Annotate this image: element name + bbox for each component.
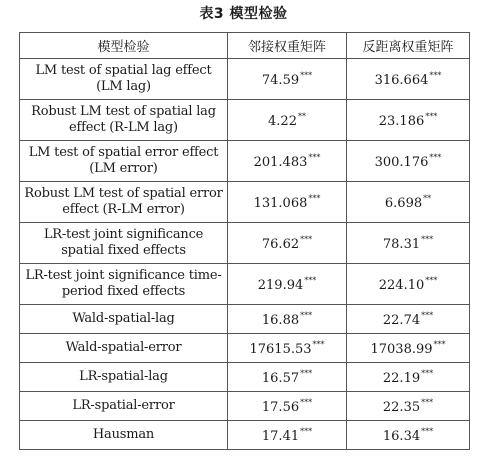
significance-mark: *** bbox=[421, 368, 434, 378]
table-row bbox=[20, 182, 470, 223]
inverse-distance-value: 23.186*** bbox=[347, 100, 470, 141]
inverse-distance-value: 22.19*** bbox=[347, 363, 470, 392]
table-row bbox=[20, 334, 470, 363]
significance-mark: *** bbox=[300, 234, 313, 244]
test-name: LM test of spatial error effect (LM error) bbox=[20, 141, 228, 182]
table-row bbox=[20, 363, 470, 392]
significance-mark: *** bbox=[433, 339, 446, 349]
significance-mark: ** bbox=[297, 111, 306, 121]
inverse-distance-value: 22.35*** bbox=[347, 392, 470, 421]
table-row bbox=[20, 421, 470, 450]
table-title: 表3 模型检验 bbox=[199, 6, 288, 22]
adjacency-value: 201.483*** bbox=[228, 141, 347, 182]
inverse-distance-value: 17038.99*** bbox=[347, 334, 470, 363]
significance-mark: *** bbox=[421, 397, 434, 407]
table-row bbox=[20, 264, 470, 305]
test-name: Robust LM test of spatial lag effect (R-LM lag) bbox=[20, 100, 228, 141]
significance-mark: *** bbox=[308, 152, 321, 162]
adjacency-value: 131.068*** bbox=[228, 182, 347, 223]
adjacency-value: 17.56*** bbox=[228, 392, 347, 421]
significance-mark: *** bbox=[421, 426, 434, 436]
adjacency-value: 219.94*** bbox=[228, 264, 347, 305]
header-inverse-distance-matrix: 反距离权重矩阵 bbox=[347, 33, 470, 59]
adjacency-value: 4.22** bbox=[228, 100, 347, 141]
test-name: LR-spatial-error bbox=[20, 392, 228, 421]
significance-mark: *** bbox=[421, 234, 434, 244]
test-name: LM test of spatial lag effect (LM lag) bbox=[20, 59, 228, 100]
test-name: LR-spatial-lag bbox=[20, 363, 228, 392]
table-row bbox=[20, 59, 470, 100]
adjacency-value: 17.41*** bbox=[228, 421, 347, 450]
test-name: Robust LM test of spatial error effect (R-LM error) bbox=[20, 182, 228, 223]
table-row bbox=[20, 100, 470, 141]
significance-mark: ** bbox=[423, 193, 432, 203]
inverse-distance-value: 22.74*** bbox=[347, 305, 470, 334]
significance-mark: *** bbox=[425, 275, 438, 285]
test-name: LR-test joint significance spatial fixed effects bbox=[20, 223, 228, 264]
significance-mark: *** bbox=[308, 193, 321, 203]
inverse-distance-value: 6.698** bbox=[347, 182, 470, 223]
table-row bbox=[20, 141, 470, 182]
table-row bbox=[20, 223, 470, 264]
inverse-distance-value: 224.10*** bbox=[347, 264, 470, 305]
significance-mark: *** bbox=[425, 111, 438, 121]
significance-mark: *** bbox=[304, 275, 317, 285]
table-row bbox=[20, 305, 470, 334]
adjacency-value: 17615.53*** bbox=[228, 334, 347, 363]
significance-mark: *** bbox=[429, 70, 442, 80]
test-name: Wald-spatial-lag bbox=[20, 305, 228, 334]
header-test: 模型检验 bbox=[20, 33, 228, 59]
header-row bbox=[20, 33, 470, 59]
adjacency-value: 16.57*** bbox=[228, 363, 347, 392]
adjacency-value: 16.88*** bbox=[228, 305, 347, 334]
significance-mark: *** bbox=[300, 426, 313, 436]
significance-mark: *** bbox=[312, 339, 325, 349]
model-test-table bbox=[19, 32, 470, 450]
test-name: Hausman bbox=[20, 421, 228, 450]
header-adjacency-matrix: 邻接权重矩阵 bbox=[228, 33, 347, 59]
inverse-distance-value: 316.664*** bbox=[347, 59, 470, 100]
adjacency-value: 76.62*** bbox=[228, 223, 347, 264]
significance-mark: *** bbox=[429, 152, 442, 162]
inverse-distance-value: 300.176*** bbox=[347, 141, 470, 182]
inverse-distance-value: 16.34*** bbox=[347, 421, 470, 450]
test-name: Wald-spatial-error bbox=[20, 334, 228, 363]
significance-mark: *** bbox=[300, 70, 313, 80]
adjacency-value: 74.59*** bbox=[228, 59, 347, 100]
significance-mark: *** bbox=[421, 310, 434, 320]
table-row bbox=[20, 392, 470, 421]
significance-mark: *** bbox=[300, 310, 313, 320]
inverse-distance-value: 78.31*** bbox=[347, 223, 470, 264]
document-page bbox=[0, 2, 487, 476]
test-name: LR-test joint significance time-period fixed effects bbox=[20, 264, 228, 305]
significance-mark: *** bbox=[300, 368, 313, 378]
significance-mark: *** bbox=[300, 397, 313, 407]
